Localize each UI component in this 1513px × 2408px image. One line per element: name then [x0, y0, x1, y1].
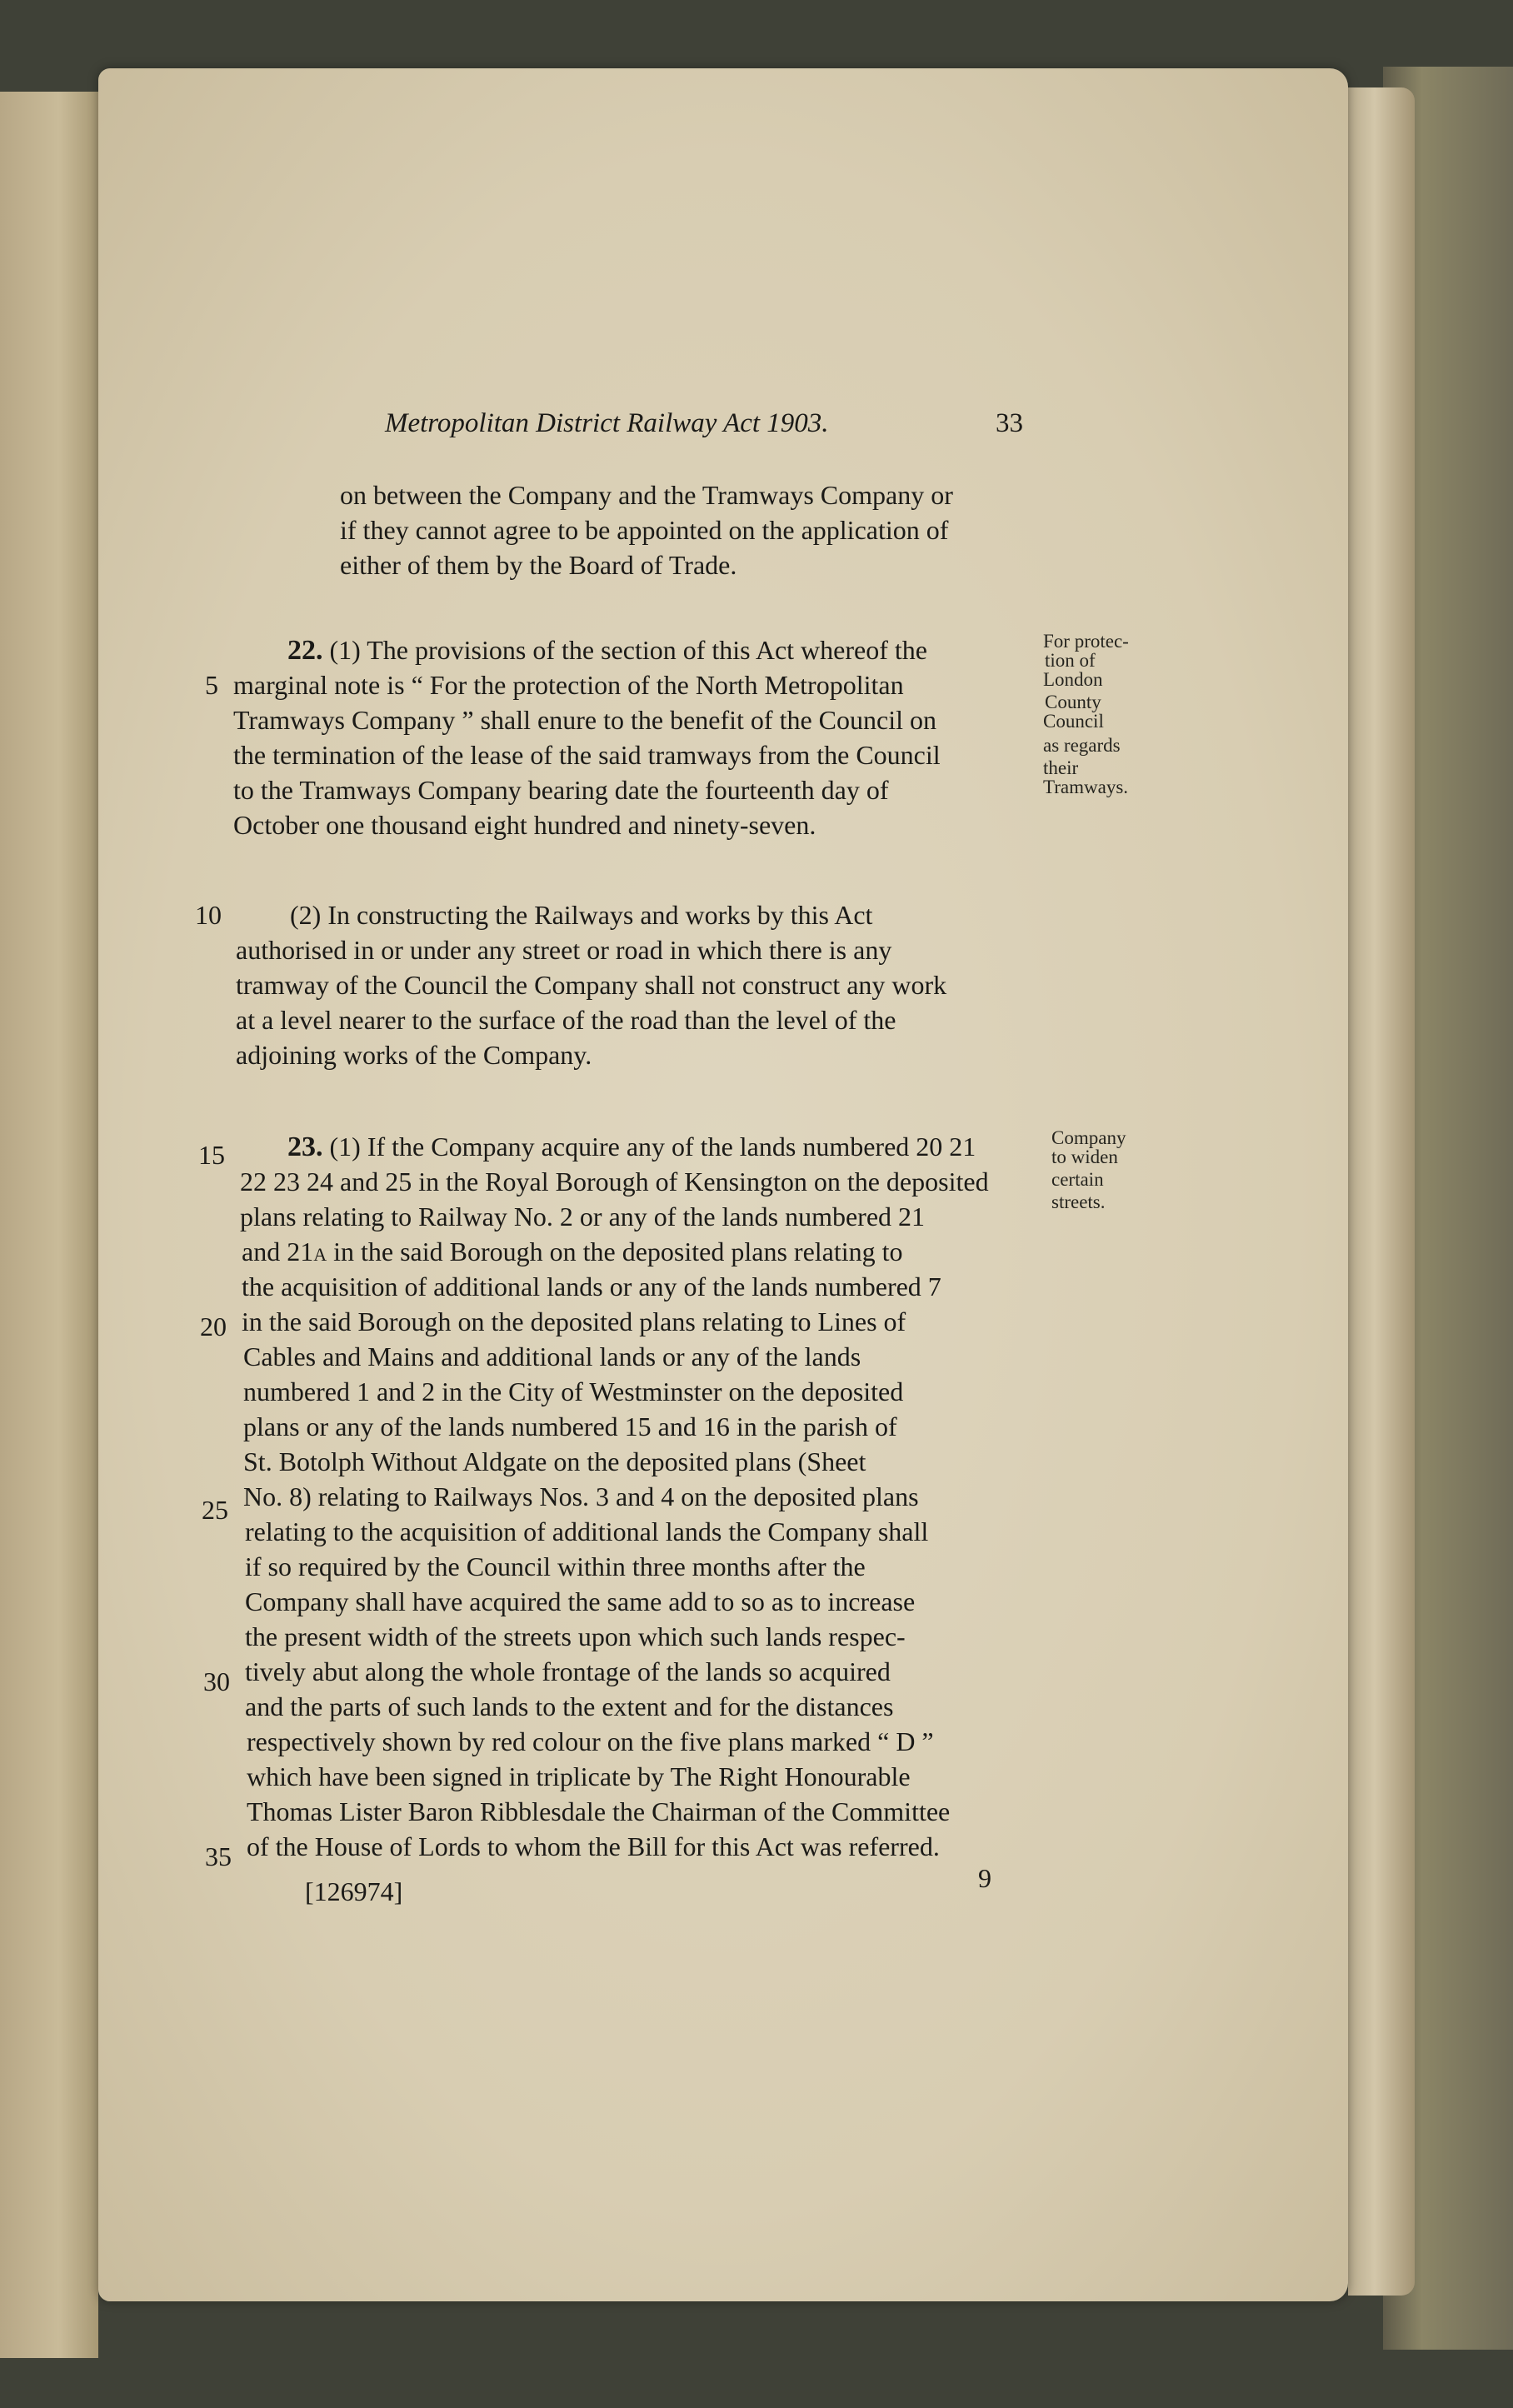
- margin-note-line: certain: [1051, 1169, 1104, 1190]
- section-23-line: plans relating to Railway No. 2 or any of the lands numbered 21: [240, 1202, 926, 1231]
- running-header: [385, 408, 829, 439]
- signature-mark: 9: [978, 1863, 991, 1893]
- header-title: Metropolitan District Railway Act 1903.: [385, 408, 829, 438]
- section-22-sub2-line: tramway of the Council the Company shall not construct any work: [236, 970, 947, 1000]
- section-23-line: if so required by the Council within three months after the: [245, 1551, 866, 1581]
- section-23-line: tively abut along the whole frontage of the lands so acquired: [245, 1656, 891, 1686]
- line-number: 15: [198, 1140, 225, 1170]
- margin-note-line: London: [1043, 669, 1103, 690]
- print-code: [126974]: [305, 1876, 403, 1906]
- section-22-line: Tramways Company ” shall enure to the benefit of the Council on: [233, 705, 936, 735]
- section-22-line: to the Tramways Company bearing date the fourteenth day of: [233, 775, 889, 805]
- section-23-line: Thomas Lister Baron Ribblesdale the Chairman of the Committee: [247, 1796, 951, 1826]
- section-23-line: the present width of the streets upon which such lands respec-: [245, 1621, 906, 1651]
- section-23-text: and 21: [242, 1236, 314, 1266]
- line-number: 30: [203, 1666, 230, 1696]
- section-23-line: 22 23 24 and 25 in the Royal Borough of Kensington on the deposited: [240, 1167, 989, 1197]
- section-23-line: respectively shown by red colour on the five plans marked “ D ”: [247, 1726, 934, 1756]
- margin-note-line: Tramways.: [1043, 777, 1129, 797]
- margin-note-line: to widen: [1051, 1147, 1118, 1167]
- line-number: 5: [205, 670, 218, 700]
- margin-note-line: tion of: [1045, 650, 1096, 671]
- adjacent-left-page: [0, 92, 98, 2358]
- continuation-line: on between the Company and the Tramways Company or: [340, 480, 953, 510]
- section-23-text: (1) If the Company acquire any of the lands numbered 20 21: [322, 1132, 976, 1162]
- section-23-line: relating to the acquisition of additional lands the Company shall: [245, 1516, 929, 1546]
- section-23-text: in the said Borough on the deposited plans relating to: [327, 1236, 903, 1266]
- section-23-line: numbered 1 and 2 in the City of Westminster on the deposited: [243, 1376, 904, 1406]
- section-22-text: (1) The provisions of the section of this Act whereof the: [322, 635, 927, 665]
- section-23-line: St. Botolph Without Aldgate on the deposited plans (Sheet: [243, 1446, 866, 1476]
- section-22-number: 22.: [287, 635, 323, 666]
- section-23-line: [242, 1236, 903, 1267]
- section-23-line: No. 8) relating to Railways Nos. 3 and 4 on the deposited plans: [243, 1481, 919, 1511]
- section-23-first-line: [287, 1132, 976, 1163]
- margin-note-line: For protec-: [1043, 631, 1129, 652]
- section-23-line: the acquisition of additional lands or any of the lands numbered 7: [242, 1271, 941, 1301]
- margin-note-line: their: [1043, 757, 1079, 778]
- line-number: 20: [200, 1311, 227, 1341]
- section-23-line: and the parts of such lands to the extent and for the distances: [245, 1691, 894, 1721]
- margin-note-line: streets.: [1051, 1192, 1106, 1212]
- section-23-line: Company shall have acquired the same add to so as to increase: [245, 1586, 916, 1616]
- line-number: 25: [202, 1495, 228, 1525]
- margin-note-line: Council: [1043, 711, 1104, 732]
- section-22-line: October one thousand eight hundred and ninety-seven.: [233, 810, 816, 840]
- section-23-line: of the House of Lords to whom the Bill for this Act was referred.: [247, 1831, 940, 1861]
- page-stack-edge: [1348, 87, 1415, 2296]
- section-22-line: the termination of the lease of the said tramways from the Council: [233, 740, 941, 770]
- line-number: 35: [205, 1841, 232, 1871]
- section-23-line: plans or any of the lands numbered 15 and 16 in the parish of: [243, 1411, 897, 1441]
- line-number: 10: [195, 900, 222, 930]
- section-23-smallcap: A: [313, 1244, 327, 1265]
- section-22-sub2-line: adjoining works of the Company.: [236, 1040, 592, 1070]
- section-23-line: which have been signed in triplicate by The Right Honourable: [247, 1761, 911, 1791]
- continuation-line: if they cannot agree to be appointed on the application of: [340, 515, 949, 545]
- section-22-line: marginal note is “ For the protection of the North Metropolitan: [233, 670, 904, 700]
- section-23-number: 23.: [287, 1132, 323, 1162]
- section-23-line: Cables and Mains and additional lands or any of the lands: [243, 1341, 861, 1371]
- section-22-first-line: [287, 635, 927, 667]
- section-23-line: in the said Borough on the deposited plans relating to Lines of: [242, 1306, 906, 1336]
- section-22-sub2-line: at a level nearer to the surface of the road than the level of the: [236, 1005, 896, 1035]
- section-22-sub2-line: (2) In constructing the Railways and works by this Act: [290, 900, 873, 930]
- margin-note-22: [1043, 632, 1129, 797]
- section-22-sub2-line: authorised in or under any street or road in which there is any: [236, 935, 892, 965]
- page-number: 33: [996, 408, 1023, 438]
- continuation-line: either of them by the Board of Trade.: [340, 550, 737, 580]
- margin-note-line: as regards: [1043, 735, 1121, 756]
- margin-note-line: Company: [1051, 1127, 1126, 1148]
- margin-note-line: County: [1045, 692, 1101, 712]
- margin-note-23: [1051, 1128, 1126, 1211]
